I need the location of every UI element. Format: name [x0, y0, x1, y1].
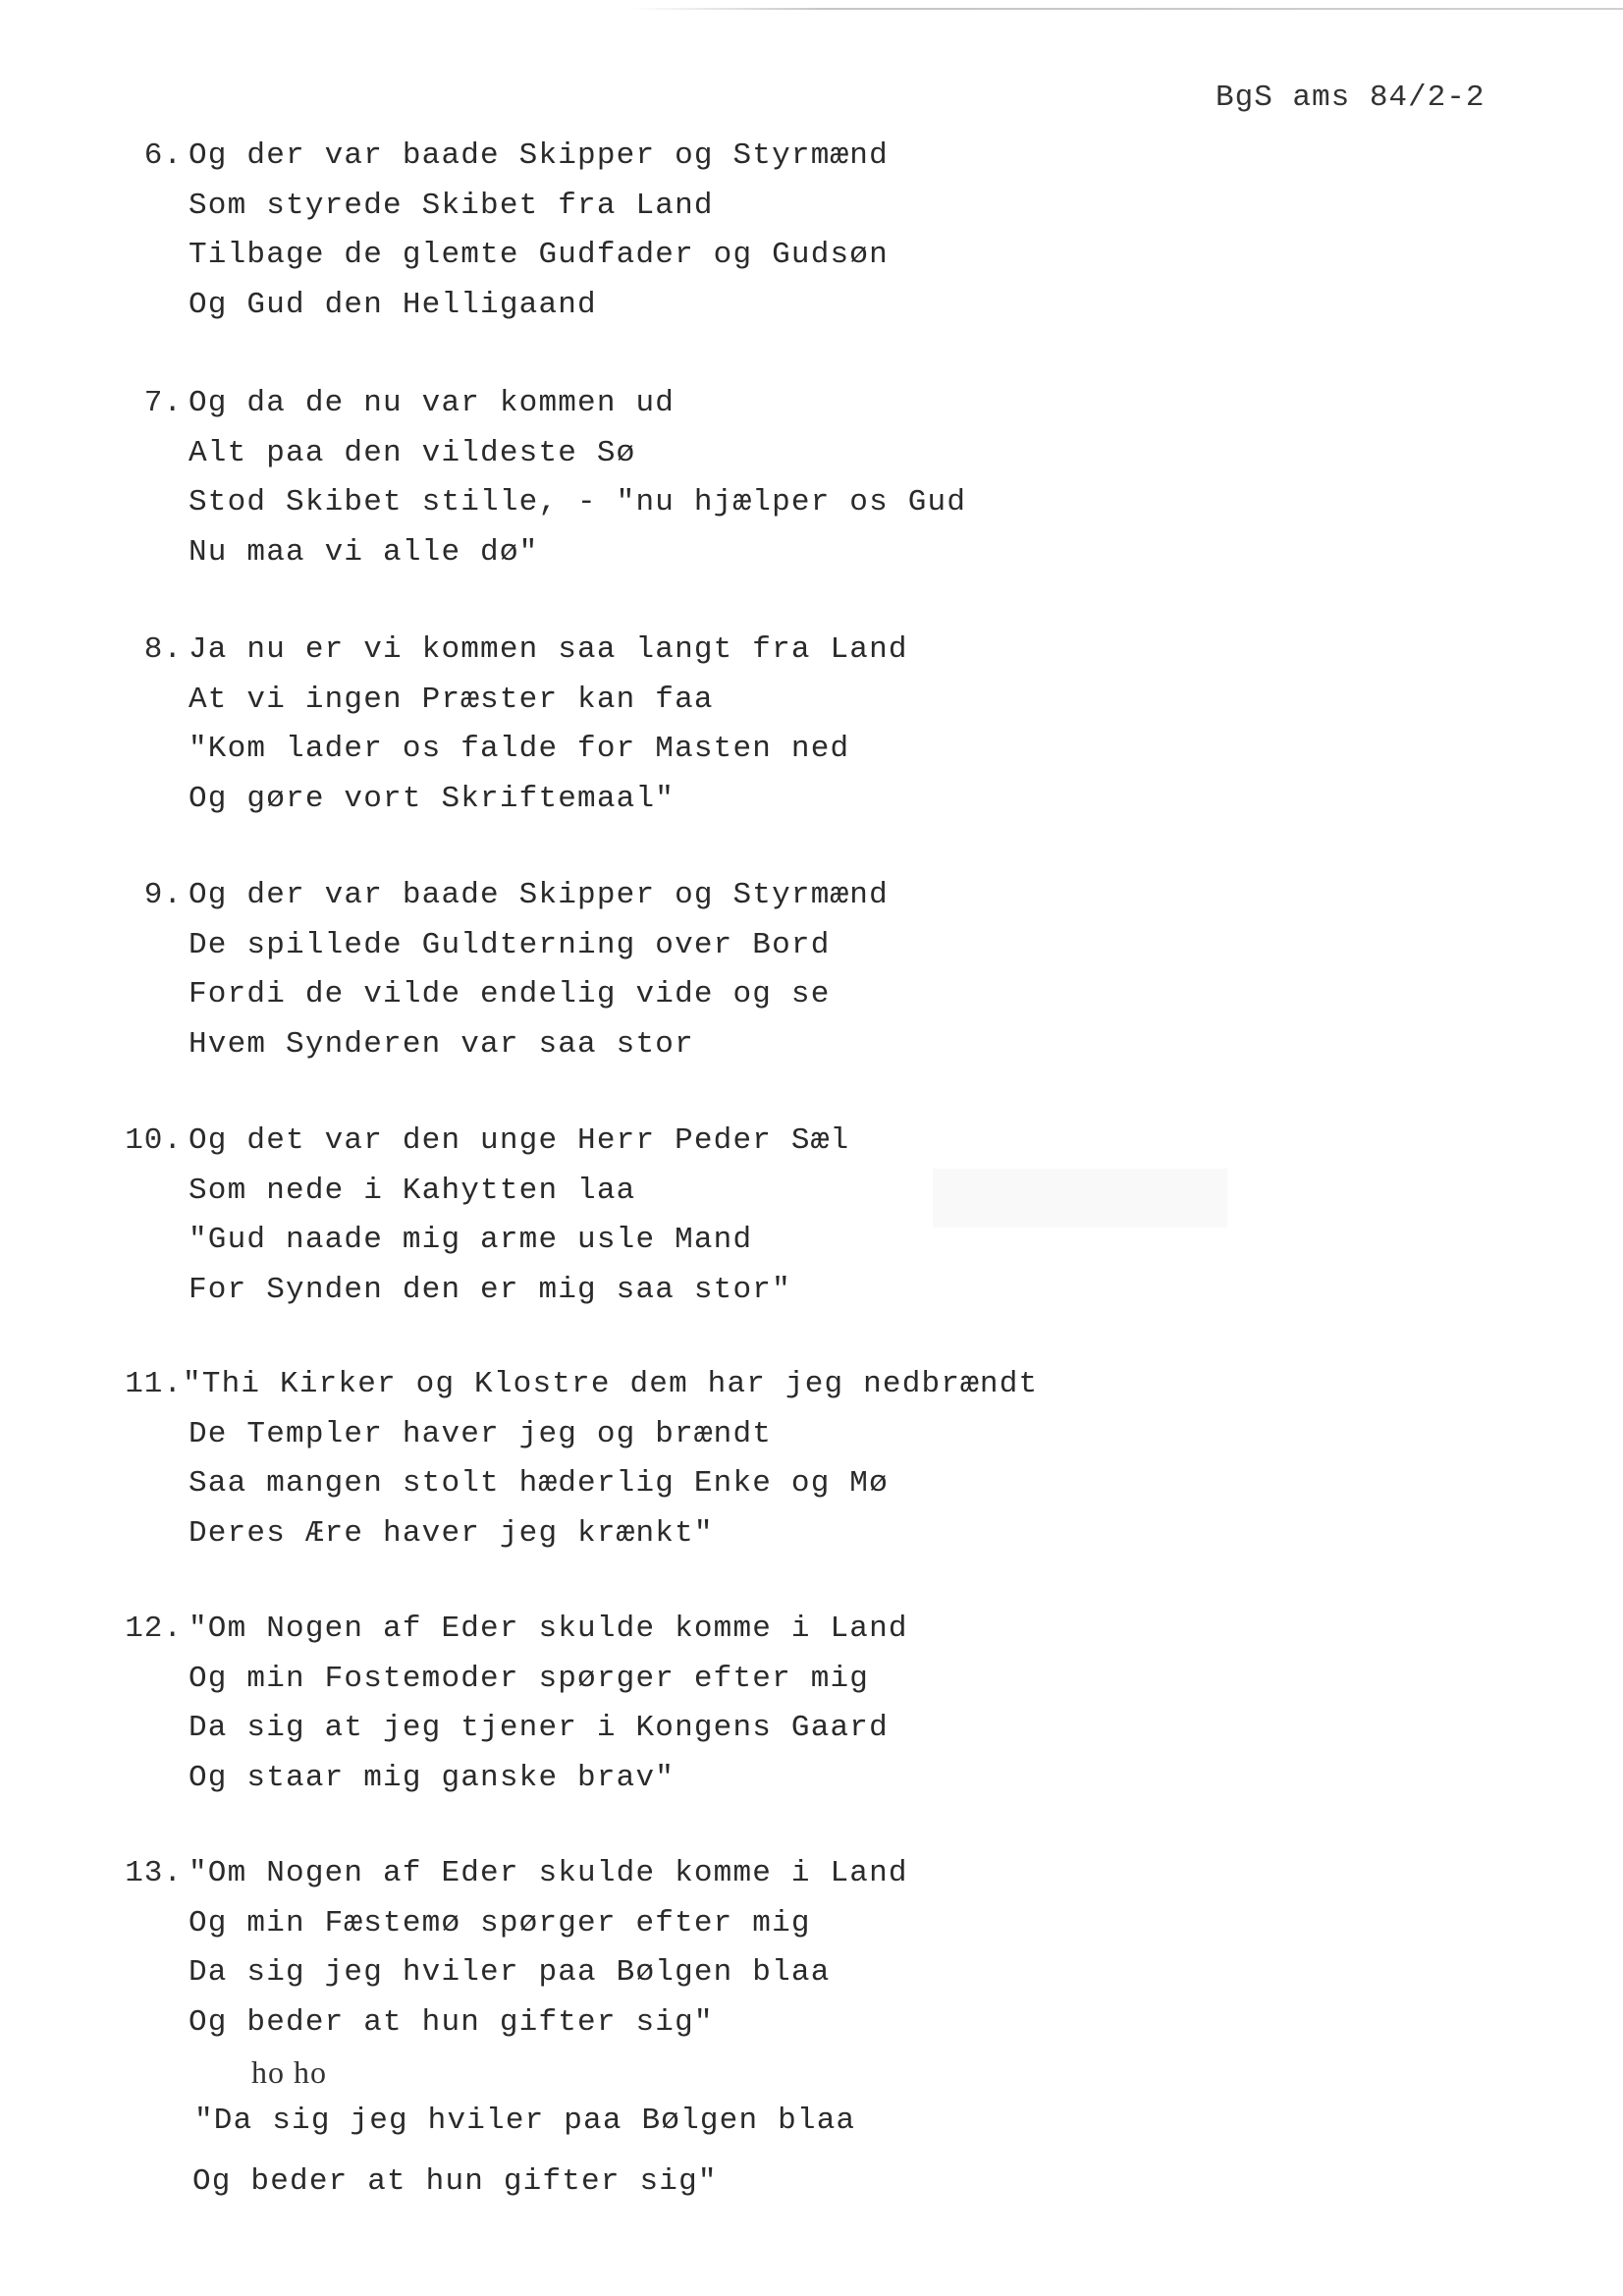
refrain-interjection: ho ho: [251, 2054, 327, 2090]
verse-line: Og der var baade Skipper og Styrmænd: [189, 138, 889, 173]
stanza-number: 7.: [143, 386, 183, 420]
verse-line: Hvem Synderen var saa stor: [189, 1027, 694, 1062]
verse-line: For Synden den er mig saa stor": [189, 1273, 791, 1307]
verse-line: Som nede i Kahytten laa: [189, 1174, 636, 1208]
verse-line: "Om Nogen af Eder skulde komme i Land: [189, 1856, 908, 1890]
stanza-number: 12.: [125, 1612, 183, 1646]
verse-line: Og beder at hun gifter sig": [189, 2005, 714, 2040]
verse-line: De Templer haver jeg og brændt: [189, 1417, 773, 1451]
stanza-number: 11.: [125, 1367, 183, 1401]
verse-line: Fordi de vilde endelig vide og se: [189, 977, 831, 1011]
refrain-line: "Da sig jeg hviler paa Bølgen blaa: [194, 2104, 856, 2138]
verse-line: "Gud naade mig arme usle Mand: [189, 1223, 753, 1257]
verse-line: Stod Skibet stille, - "nu hjælper os Gud: [189, 485, 967, 519]
verse-line: Og gøre vort Skriftemaal": [189, 782, 676, 816]
verse-line: Da sig at jeg tjener i Kongens Gaard: [189, 1711, 889, 1745]
verse-line: Og det var den unge Herr Peder Sæl: [189, 1123, 850, 1158]
scan-smudge: [933, 1169, 1227, 1228]
archive-reference: BgS ams 84/2-2: [1216, 81, 1486, 115]
verse-line: Og Gud den Helligaand: [189, 288, 597, 322]
verse-line: Nu maa vi alle dø": [189, 535, 539, 570]
verse-line: "Thi Kirker og Klostre dem har jeg nedbrændt: [183, 1367, 1039, 1401]
verse-line: "Om Nogen af Eder skulde komme i Land: [189, 1612, 908, 1646]
verse-line: Og staar mig ganske brav": [189, 1761, 676, 1795]
stanza-number: 8.: [143, 632, 183, 667]
verse-line: "Kom lader os falde for Masten ned: [189, 732, 850, 766]
verse-line: Da sig jeg hviler paa Bølgen blaa: [189, 1955, 831, 1990]
stanza-number: 6.: [143, 138, 183, 173]
verse-line: De spillede Guldterning over Bord: [189, 928, 831, 962]
scan-edge-line: [628, 8, 1623, 10]
verse-line: Ja nu er vi kommen saa langt fra Land: [189, 632, 908, 667]
stanza-number: 10.: [125, 1123, 183, 1158]
verse-line: Alt paa den vildeste Sø: [189, 436, 636, 470]
verse-line: Og da de nu var kommen ud: [189, 386, 676, 420]
verse-line: Og min Fæstemø spørger efter mig: [189, 1906, 811, 1941]
verse-line: Deres Ære haver jeg krænkt": [189, 1516, 714, 1551]
refrain-line: Og beder at hun gifter sig": [192, 2164, 718, 2199]
stanza-number: 9.: [143, 878, 183, 912]
verse-line: At vi ingen Præster kan faa: [189, 683, 714, 717]
verse-line: Saa mangen stolt hæderlig Enke og Mø: [189, 1466, 889, 1501]
verse-line: Tilbage de glemte Gudfader og Gudsøn: [189, 238, 889, 272]
stanza-number: 13.: [125, 1856, 183, 1890]
verse-line: Og der var baade Skipper og Styrmænd: [189, 878, 889, 912]
verse-line: Som styrede Skibet fra Land: [189, 189, 714, 223]
verse-line: Og min Fostemoder spørger efter mig: [189, 1662, 870, 1696]
